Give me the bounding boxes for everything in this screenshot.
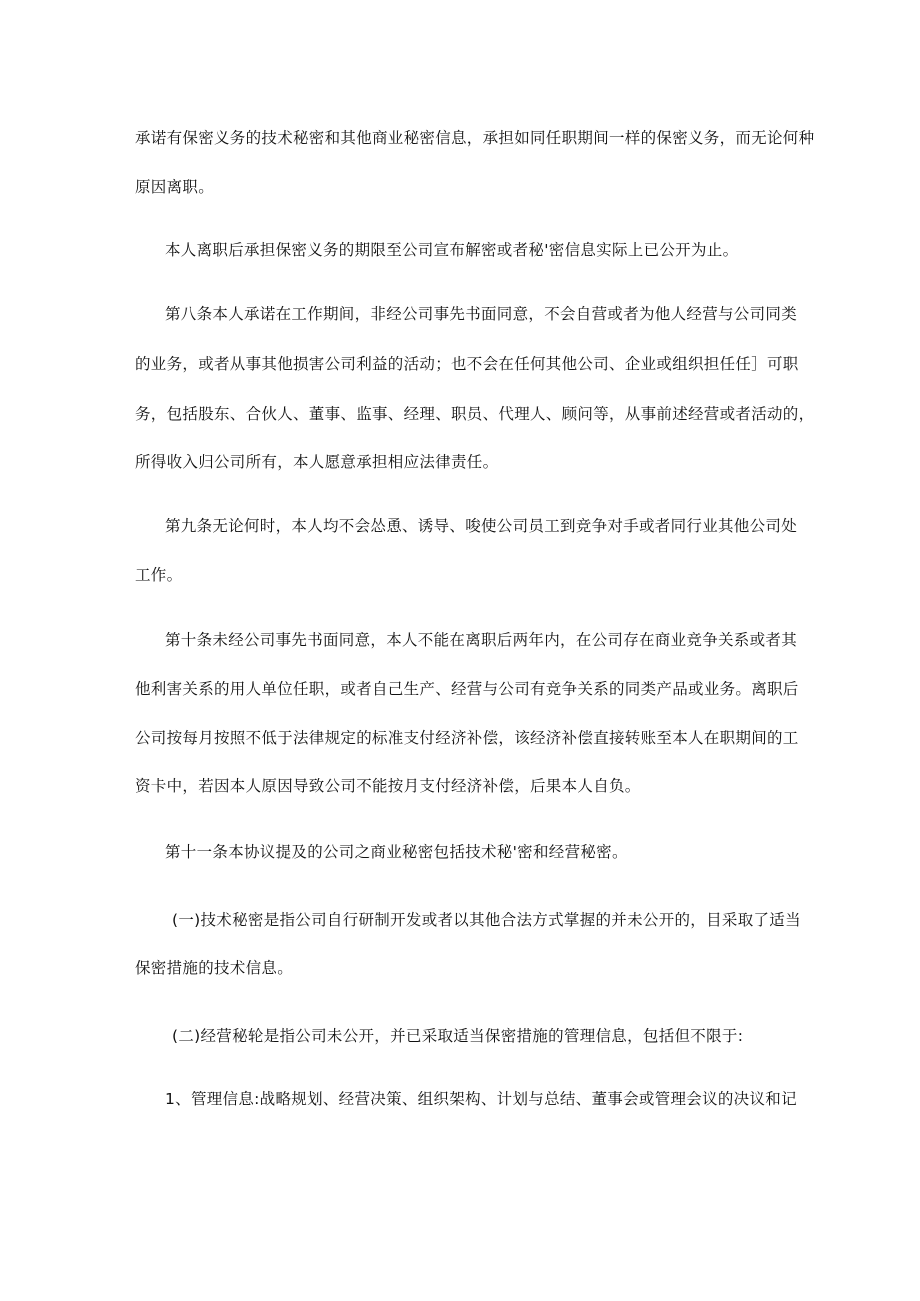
paragraph-line: 保密措施的技术信息。 xyxy=(135,959,294,977)
item-2-line: (二)经营秘轮是指公司未公开，并已采取适当保密措施的管理信息，包括但不限于: xyxy=(172,1027,744,1045)
paragraph-line: 公司按每月按照不低于法律规定的标准支付经济补偿，该经济补偿直接转账至本人在职期间的工 xyxy=(135,729,799,747)
paragraph-line: 他利害关系的用人单位任职，或者自己生产、经营与公司有竞争关系的同类产品或业务。离职后 xyxy=(135,680,799,698)
paragraph-line: 原因离职。 xyxy=(135,178,215,196)
sub-item-1-line: 1、管理信息:战略规划、经营决策、组织架构、计划与总结、董事会或管理会议的决议和记 xyxy=(165,1090,797,1108)
paragraph-line: 资卡中，若因本人原因导致公司不能按月支付经济补偿，后果本人自负。 xyxy=(135,777,641,795)
paragraph-line: 的业务，或者从事其他损害公司利益的活动；也不会在任何其他公司、企业或组织担任任］可职 xyxy=(135,355,799,373)
article-10-line: 第十条未经公司事先书面同意，本人不能在离职后两年内，在公司存在商业竞争关系或者其 xyxy=(165,631,798,649)
paragraph-line: 工作。 xyxy=(135,566,183,584)
article-11-line: 第十一条本协议提及的公司之商业秘密包括技术秘'密和经营秘密。 xyxy=(165,843,628,861)
paragraph-line: 务，包括股东、合伙人、董事、监事、经理、职员、代理人、顾问等，从事前述经营或者活动的， xyxy=(135,405,815,423)
item-1-line: (一)技术秘密是指公司自行研制开发或者以其他合法方式掌握的并未公开的，目采取了适当 xyxy=(172,911,801,929)
paragraph-line: 所得收入归公司所有，本人愿意承担相应法律责任。 xyxy=(135,453,499,471)
paragraph-line: 承诺有保密义务的技术秘密和其他商业秘密信息，承担如同任职期间一样的保密义务，而无论何种 xyxy=(135,129,815,147)
paragraph-line: 本人离职后承担保密义务的期限至公司宣布解密或者秘'密信息实际上已公开为止。 xyxy=(165,241,739,259)
article-8-line: 第八条本人承诺在工作期间，非经公司事先书面同意，不会自营或者为他人经营与公司同类 xyxy=(165,305,798,323)
article-9-line: 第九条无论何时，本人均不会怂恿、诱导、唆使公司员工到竞争对手或者同行业其他公司处 xyxy=(165,517,798,535)
